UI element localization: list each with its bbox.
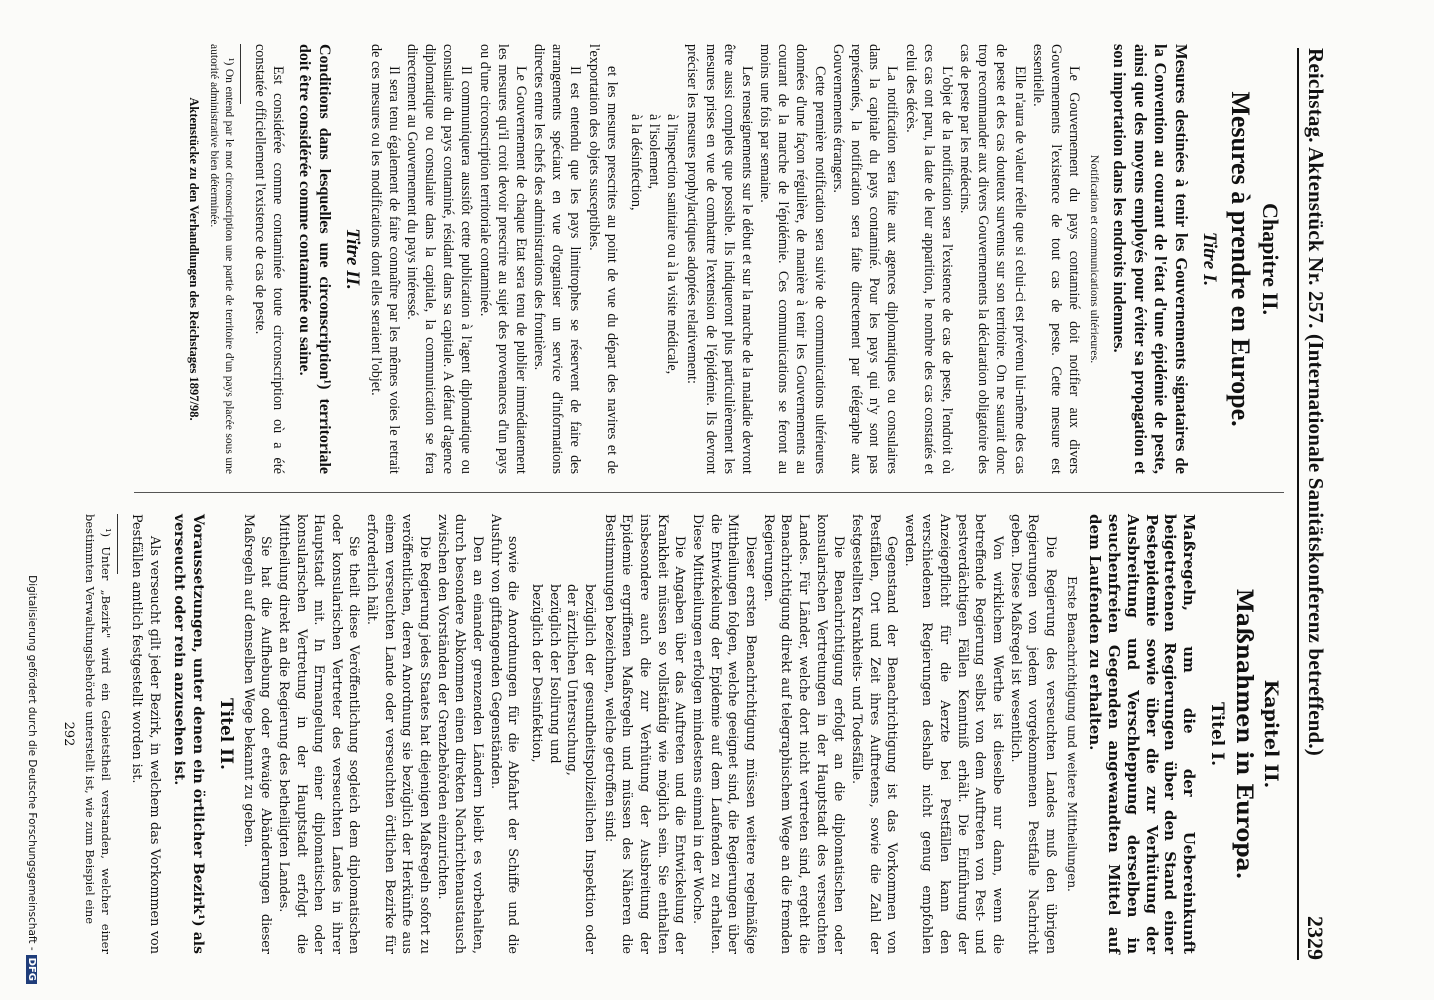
fr-paragraph: Il sera tenu également de faire connaître par les mêmes voies le retrait de ces mesures ou les modifications dont elles seraient l'objet. <box>367 44 402 474</box>
de-lead-2: Voraussetzungen, unter denen ein örtlicher Bezirk¹) als verseucht oder rein anzusehen ist. <box>171 514 207 954</box>
column-divider <box>134 492 1284 493</box>
fr-paragraph: L'objet de la notification sera l'existence de cas de peste, l'endroit où ces cas ont paru, la date de leur apparition, le nombre des cas constatés et celui des décès. <box>902 44 955 474</box>
de-paragraph: Die Regierung des verseuchten Landes muß den übrigen Regierungen von jedem vorgekommenen Pestfalle Nachricht geben. Diese Maßregel ist wesentlich. <box>1007 514 1059 954</box>
de-lead: Maßregeln, um die der Uebereinkunft beigetretenen Regierungen über den Stand einer Pestepidemie sowie über die zur Verhütung der Ausbreitung und Verschleppung derselben in seuchenfreien Gegenden angewandten Mittel auf dem Laufenden zu erhalten. <box>1086 514 1199 954</box>
french-column <box>186 44 1284 474</box>
digitization-credit <box>26 4 38 984</box>
fr-item: à l'isolement, <box>646 114 663 190</box>
fr-lead: Mesures destinées à tenir les Gouvernements signataires de la Convention au courant de l'état d'une épidémie de peste, ainsi que des moyens employés pour éviter sa propagation et son importation dans les endroits indemnes. <box>1110 44 1191 474</box>
fr-paragraph: Le Gouvernement de chaque Etat sera tenu de publier immédiatement les mesures qu'il croit devoir prescrire au sujet des provenances d'un pays ou d'une circonscription territoriale contaminée. <box>476 44 529 474</box>
de-paragraph: Als verseucht gilt jeder Bezirk, in welchem das Vorkommen von Pestfällen amtlich festgestellt worden ist. <box>129 514 162 954</box>
de-paragraph: Die Angaben über das Auftreten und die Entwickelung der Krankheit müssen so vollständig wie möglich sein. Sie enthalten insbesondere auch die zur Verhütung der Ausbreitung der Epidemie ergriffenen Maßregeln und müssen des Näheren die Bestimmungen bezeichnen, welche getroffen sind: <box>601 514 688 954</box>
credit-text: Digitalisierung gefördert durch die Deutsche Forschungsgemeinschaft - <box>26 575 38 951</box>
page-number: 2329 <box>1303 916 1328 960</box>
de-paragraph: Von wirklichem Werthe ist dieselbe nur dann, wenn die betreffende Regierung selbst von dem Auftreten von Pest- und pestverdächtigen Fällen Kenntniß erhält. Die Einführung der Anzeigepflicht für die Aerzte bei Pestfällen kann den verschiedenen Regierungen deshalb nicht genug empfohlen werden. <box>901 514 1006 954</box>
fr-title: Mesures à prendre en Europe. <box>1225 91 1255 427</box>
de-paragraph: Den an einander grenzenden Ländern bleibt es vorbehalten, durch besondere Abkommen einen direkten Nachrichtenaustausch zwischen den Vorständen der Grenzbehörden einzurichten. <box>434 514 486 954</box>
de-paragraph: Gegenstand der Benachrichtigung ist das Vorkommen von Pestfällen, Ort und Zeit ihres Auftretens, sowie die Zahl der festgestellten Krankheits- und Todesfälle. <box>848 514 900 954</box>
de-item: bezüglich der gesundheitspolizeilichen Inspektion oder der ärztlichen Untersuchung, <box>564 584 598 954</box>
fr-paragraph: Il communiquera aussitôt cette publication à l'agent diplomatique ou consulaire du pays contaminé, résidant dans sa capitale. A défaut d'agence diplomatique ou consulaire dans la capitale, la communication se fera directement au Gouvernement du pays intéressé. <box>403 44 475 474</box>
running-header <box>1300 48 1330 960</box>
fr-paragraph: Les renseignements sur le début et sur la marche de la maladie devront être aussi complets que possible. Ils indiqueront plus particulièrement les mesures prises en vue de combattre l'extension de l'épidémie. Ils devront préciser les mesures prophylactiques adoptées relativement: <box>684 44 755 474</box>
fr-paragraph: Est considérée comme contaminée toute circonscription où a été constatée officiellement l'existence de cas de peste. <box>251 44 287 474</box>
de-paragraph: Sie theilt diese Veröffentlichung sogleich dem diplomatischen oder konsularischen Vertreter des verseuchten Landes in ihrer Hauptstadt mit. In Ermangelung einer diplomatischen oder konsularischen Vertretung in der Hauptstadt erfolgt die Mittheilung direkt an die Regierung des betheiligten Landes. <box>275 514 362 954</box>
dfg-logo: DFG <box>26 955 37 984</box>
reichstag-reference: Aktenstücke zu den Verhandlungen des Reichstages 1897/98. <box>187 97 202 421</box>
fr-paragraph: Le Gouvernement du pays contaminé doit notifier aux divers Gouvernements l'existence de tout cas de peste. Cette mesure est essentielle. <box>1029 44 1083 474</box>
de-item-list <box>527 584 598 954</box>
de-paragraph: Die Benachrichtigung erfolgt an die diplomatischen oder konsularischen Vertretungen in der Hauptstadt des verseuchten Landes. Für Länder, welche dort nicht vertreten sind, ergeht die Benachrichtigung direkt auf telegraphischem Wege an die fremden Regierungen. <box>760 514 847 954</box>
header-title: Reichstag. Aktenstück Nr. 257. (Internationale Sanitätskonferenz betreffend.) <box>1304 48 1328 756</box>
folio-number: 292 <box>60 721 76 747</box>
de-title: Maßnahmen in Europa. <box>1230 588 1257 880</box>
fr-titre-1: Titre I. <box>1199 231 1221 287</box>
fr-paragraph: et les mesures prescrites au point de vue du départ des navires et de l'exportation des objets susceptibles. <box>585 44 620 474</box>
de-chapter: Kapitel II. <box>1260 679 1282 789</box>
de-footnote: ¹) Unter „Bezirk" wird ein Gebietstheil verstanden, welcher einer bestimmten Verwaltungsbehörde unterstellt ist, wie zum Beispiel eine <box>82 514 113 954</box>
fr-paragraph: Il est entendu que les pays limitrophes se réservent de faire des arrangements spéciaux en vue d'organiser un service d'informations directes entre les chefs des administrations des frontières. <box>531 44 584 474</box>
fr-paragraph: La notification sera faite aux agences diplomatiques ou consulaires dans la capitale du pays contaminé. Pour les pays qui n'y sont pas représentés, la notification sera faite directement par télégraphe aux Gouvernements étrangers. <box>829 44 901 474</box>
de-footnote-rule <box>117 514 118 574</box>
fr-paragraph: Cette première notification sera suivie de communications ultérieures données d'une façon régulière, de manière à tenir les Gouvernements au courant de la marche de l'épidémie. Ces communications se feront au moins une fois par semaine. <box>757 44 828 474</box>
fr-footnote: ¹) On entend par le mot circonscription une partie de territoire d'un pays placée sous une autorité administrative bien déterminée. <box>208 44 235 474</box>
fr-item: à l'inspection sanitaire ou à la visite médicale, <box>664 114 681 375</box>
header-rule <box>1297 48 1299 960</box>
fr-item: à la désinfection, <box>627 114 644 211</box>
de-titel-2: Titel II. <box>215 698 236 770</box>
fr-subhead: Notification et communications ultérieures. <box>1088 154 1103 364</box>
de-titel-1: Titel I. <box>1206 701 1227 767</box>
fr-footnote-rule <box>240 44 241 104</box>
de-subhead: Erste Benachrichtigung und weitere Mittheilungen. <box>1064 576 1079 892</box>
de-item: bezüglich der Desinfektion, <box>529 584 545 763</box>
de-paragraph: sowie die Anordnungen für die Abfahrt der Schiffe und die Ausfuhr von giftfangenden Gegenständen. <box>487 514 521 954</box>
de-paragraph: Dieser ersten Benachrichtigung müssen weitere regelmäßige Mittheilungen folgen, welche geeignet sind, die Regierungen über die Entwickelung der Epidemie auf dem Laufenden zu erhalten. Diese Mittheilungen erfolgen mindestens einmal in der Woche. <box>689 514 758 954</box>
de-item: bezüglich der Isolirung und <box>546 584 562 764</box>
fr-lead-2: Conditions dans lesquelles une circonscription¹) territoriale doit être considérée comme contaminée ou saine. <box>295 44 334 474</box>
fr-titre-2: Titre II. <box>342 228 364 290</box>
de-paragraph: Die Regierung jedes Staates hat diejenigen Maßregeln sofort zu veröffentlichen, deren Anordnung sie bezüglich der Herkünfte aus einem verseuchten Lande oder verseuchten örtlichen Bezirke für erforderlich hält. <box>364 514 433 954</box>
fr-paragraph: Elle n'aura de valeur réelle que si celui-ci est prévenu lui-même des cas de peste et des cas douteux survenus sur son territoire. On ne saurait donc trop recommander aux divers Gouvernements la déclaration obligatoire des cas de peste par les médecins. <box>957 44 1028 474</box>
fr-chapter: Chapitre II. <box>1258 202 1283 316</box>
german-column <box>59 514 1284 954</box>
de-paragraph: Sie hat die Aufhebung oder etwaige Abänderungen dieser Maßregeln auf demselben Wege bekannt zu geben. <box>240 514 274 954</box>
fr-item-list <box>627 114 682 474</box>
